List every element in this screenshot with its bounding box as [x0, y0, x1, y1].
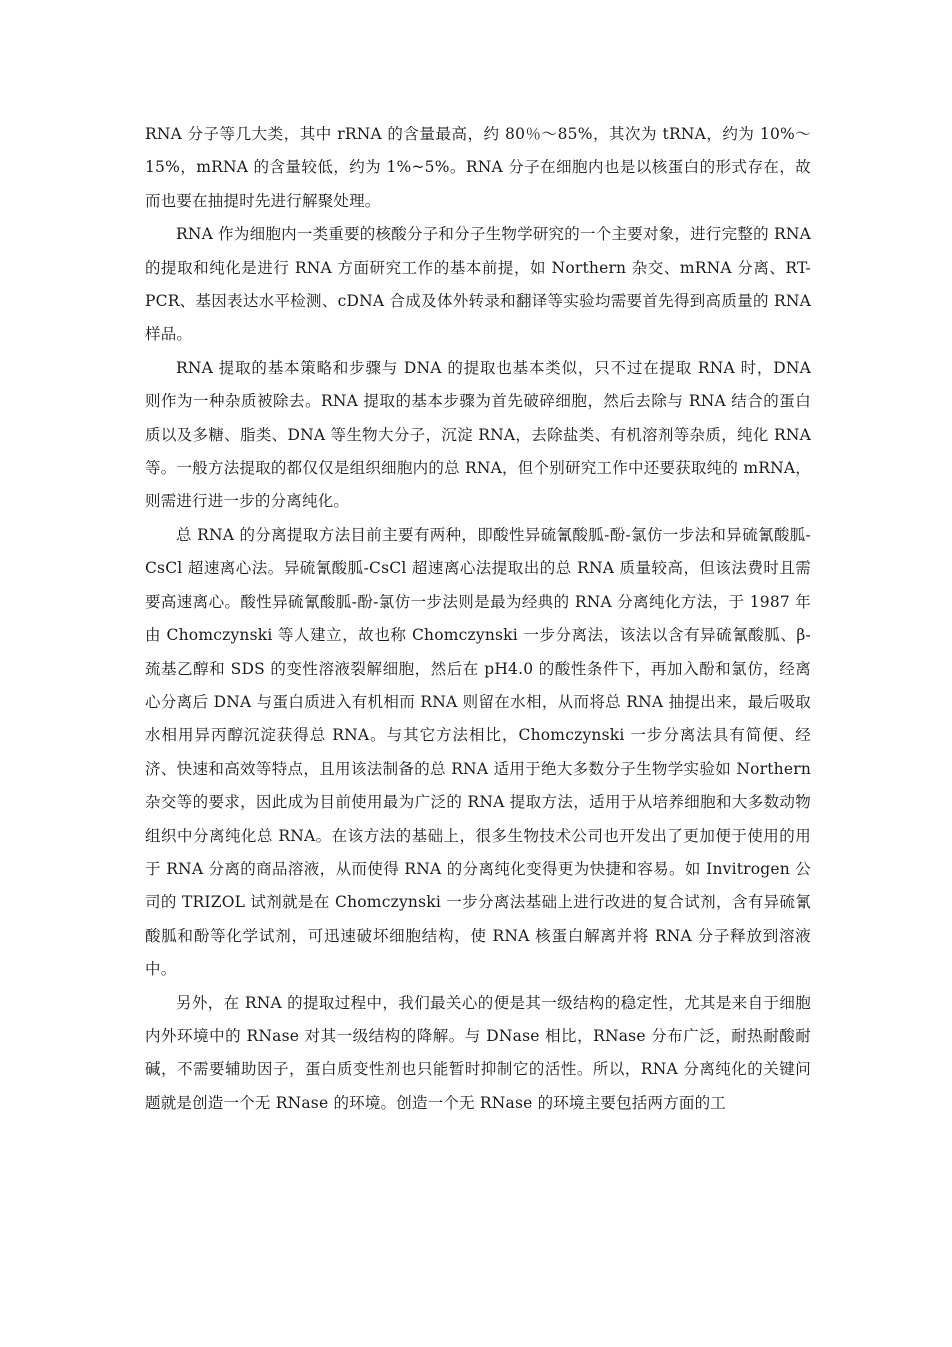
paragraph-total-rna-methods: 总 RNA 的分离提取方法目前主要有两种，即酸性异硫氰酸胍-酚-氯仿一步法和异硫氰酸胍-CsCl 超速离心法。异硫氰酸胍-CsCl 超速离心法提取出的总 RNA 质量较高，但该法费时且需要高速离心。酸性异硫氰酸胍-酚-氯仿一步法则是最为经典的 RNA 分离纯化方法，于 1987 年由 Chomczynski 等人建立，故也称 Chomczynski 一步分离法，该法以含有异硫氰酸胍、β-巯基乙醇和 SDS 的变性溶液裂解细胞，然后在 pH4.0 的酸性条件下，再加入酚和氯仿，经离心分离后 DNA 与蛋白质进入有机相而 RNA 则留在水相，从而将总 RNA 抽提出来，最后吸取水相用异丙醇沉淀获得总 RNA。与其它方法相比，Chomczynski 一步分离法具有简便、经济、快速和高效等特点，且用该法制备的总 RNA 适用于绝大多数分子生物学实验如 Northern 杂交等的要求，因此成为目前使用最为广泛的 RNA 提取方法，适用于从培养细胞和大多数动物组织中分离纯化总 RNA。在该方法的基础上，很多生物技术公司也开发出了更加便于使用的用于 RNA 分离的商品溶液，从而使得 RNA 的分离纯化变得更为快捷和容易。如 Invitrogen 公司的 TRIZOL 试剂就是在 Chomczynski 一步分离法基础上进行改进的复合试剂，含有异硫氰酸胍和酚等化学试剂，可迅速破坏细胞结构，使 RNA 核蛋白解离并将 RNA 分子释放到溶液中。 [145, 525, 811, 979]
paragraph-rnase-environment: 另外，在 RNA 的提取过程中，我们最关心的便是其一级结构的稳定性，尤其是来自于细胞内外环境中的 RNase 对其一级结构的降解。与 DNase 相比，RNase 分布广泛，耐热耐酸耐碱，不需要辅助因子，蛋白质变性剂也只能暂时抑制它的活性。所以，RNA 分离纯化的关键问题就是创造一个无 RNase 的环境。创造一个无 RNase 的环境主要包括两方面的工 [145, 993, 811, 1112]
paragraph-rna-extraction-steps: RNA 提取的基本策略和步骤与 DNA 的提取也基本类似，只不过在提取 RNA 时，DNA 则作为一种杂质被除去。RNA 提取的基本步骤为首先破碎细胞，然后去除与 RNA 结合的蛋白质以及多糖、脂类、DNA 等生物大分子，沉淀 RNA，去除盐类、有机溶剂等杂质，纯化 RNA 等。一般方法提取的都仅仅是组织细胞内的总 RNA，但个别研究工作中还要获取纯的 mRNA，则需进行进一步的分离纯化。 [145, 358, 811, 511]
document-page [145, 118, 811, 1120]
paragraph-rna-importance: RNA 作为细胞内一类重要的核酸分子和分子生物学研究的一个主要对象，进行完整的 RNA 的提取和纯化是进行 RNA 方面研究工作的基本前提，如 Northern 杂交、mRNA 分离、RT-PCR、基因表达水平检测、cDNA 合成及体外转录和翻译等实验均需要首先得到高质量的 RNA 样品。 [145, 225, 811, 344]
paragraph-rna-classes: RNA 分子等几大类，其中 rRNA 的含量最高，约 80％～85%，其次为 tRNA，约为 10%～15%，mRNA 的含量较低，约为 1%~5%。RNA 分子在细胞内也是以核蛋白的形式存在，故而也要在抽提时先进行解聚处理。 [145, 125, 811, 210]
